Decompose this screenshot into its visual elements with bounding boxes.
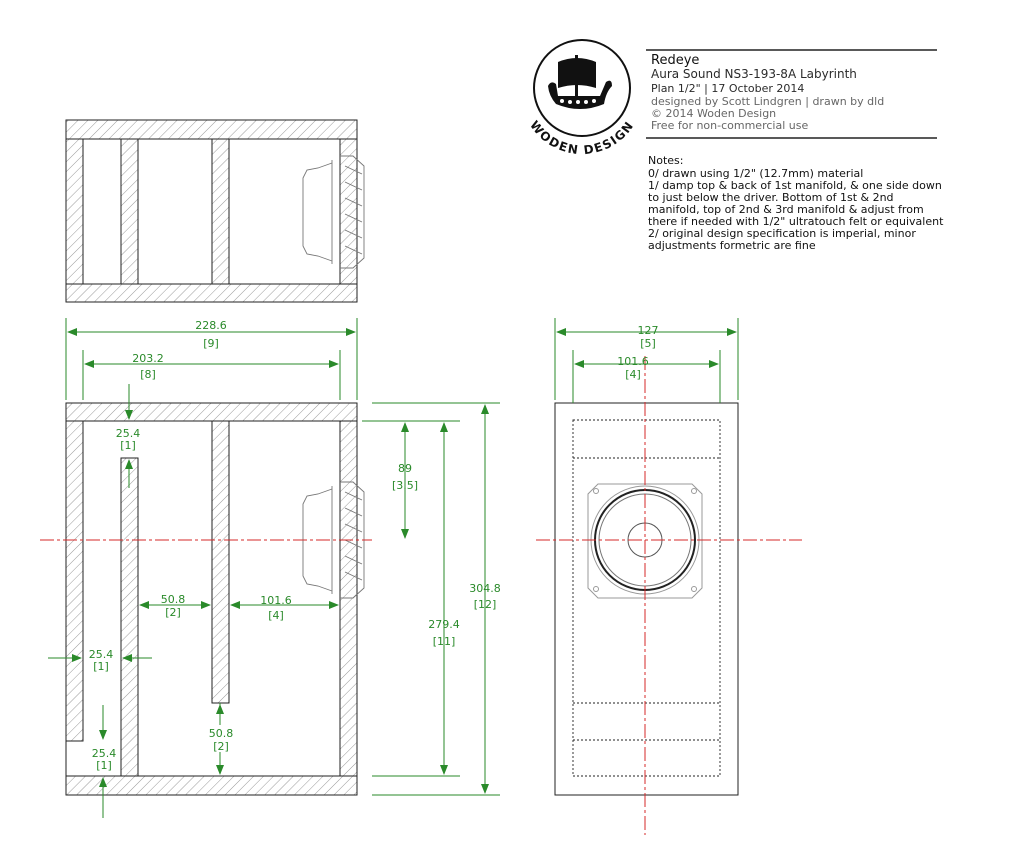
note-line: 1/ damp top & back of 1st manifold, & one side down xyxy=(648,179,942,192)
copyright: © 2014 Woden Design xyxy=(651,107,777,120)
dim-front-inner-mm: 101.6 xyxy=(617,355,649,368)
dim-channel-1-in: [1] xyxy=(93,660,109,673)
logo-text: WODEN DESIGN xyxy=(527,118,637,158)
note-line: there if needed with 1/2" ultratouch felt or equivalent xyxy=(648,215,944,228)
dim-width-outer-mm: 228.6 xyxy=(195,319,227,332)
dim-channel-3-in: [4] xyxy=(268,609,284,622)
dim-front-outer-in: [5] xyxy=(640,337,656,350)
project-title: Redeye xyxy=(651,53,700,68)
front-view xyxy=(555,403,738,795)
dim-front-outer-mm: 127 xyxy=(637,324,659,337)
dim-driver-center-mm: 89 xyxy=(398,462,412,475)
dim-height-outer-in: [12] xyxy=(473,598,497,611)
note-line: adjustments formetric are fine xyxy=(648,239,816,252)
dim-channel-3-mm: 101.6 xyxy=(260,594,292,607)
plan-date: Plan 1/2" | 17 October 2014 xyxy=(651,82,805,95)
top-view xyxy=(66,120,364,302)
dim-channel-1-mm: 25.4 xyxy=(88,648,114,661)
dim-bottom-gap-1-mm: 25.4 xyxy=(91,747,117,760)
dim-bottom-gap-2-in: [2] xyxy=(213,740,229,753)
notes-heading: Notes: xyxy=(648,154,684,167)
dim-width-inner-mm: 203.2 xyxy=(132,352,164,365)
dim-height-inner-in: [11] xyxy=(432,635,456,648)
dim-height-outer-mm: 304.8 xyxy=(469,582,501,595)
dim-bottom-gap-2-mm: 50.8 xyxy=(208,727,234,740)
note-line: to just below the driver. Bottom of 1st & 2nd xyxy=(648,191,894,204)
notes xyxy=(648,154,944,252)
dim-channel-2-in: [2] xyxy=(165,606,181,619)
dim-top-gap-in: [1] xyxy=(120,439,136,452)
dim-width-inner-in: [8] xyxy=(140,368,156,381)
license: Free for non-commercial use xyxy=(651,119,809,132)
driver-model: Aura Sound NS3-193-8A Labyrinth xyxy=(651,67,857,81)
dim-driver-center-in: [3.5] xyxy=(391,479,419,492)
dim-bottom-gap-1-in: [1] xyxy=(96,759,112,772)
dim-top-gap-mm: 25.4 xyxy=(115,427,141,440)
title-block xyxy=(646,50,937,138)
dim-height-inner-mm: 279.4 xyxy=(428,618,460,631)
note-line: 2/ original design specification is imperial, minor xyxy=(648,227,916,240)
note-line: manifold, top of 2nd & 3rd manifold & adjust from xyxy=(648,203,924,216)
dim-width-outer-in: [9] xyxy=(203,337,219,350)
credits: designed by Scott Lindgren | drawn by dld xyxy=(651,95,885,108)
dim-channel-2-mm: 50.8 xyxy=(160,593,186,606)
note-line: 0/ drawn using 1/2" (12.7mm) material xyxy=(648,167,864,180)
woden-design-logo xyxy=(521,40,643,157)
dim-front-inner-in: [4] xyxy=(625,368,641,381)
